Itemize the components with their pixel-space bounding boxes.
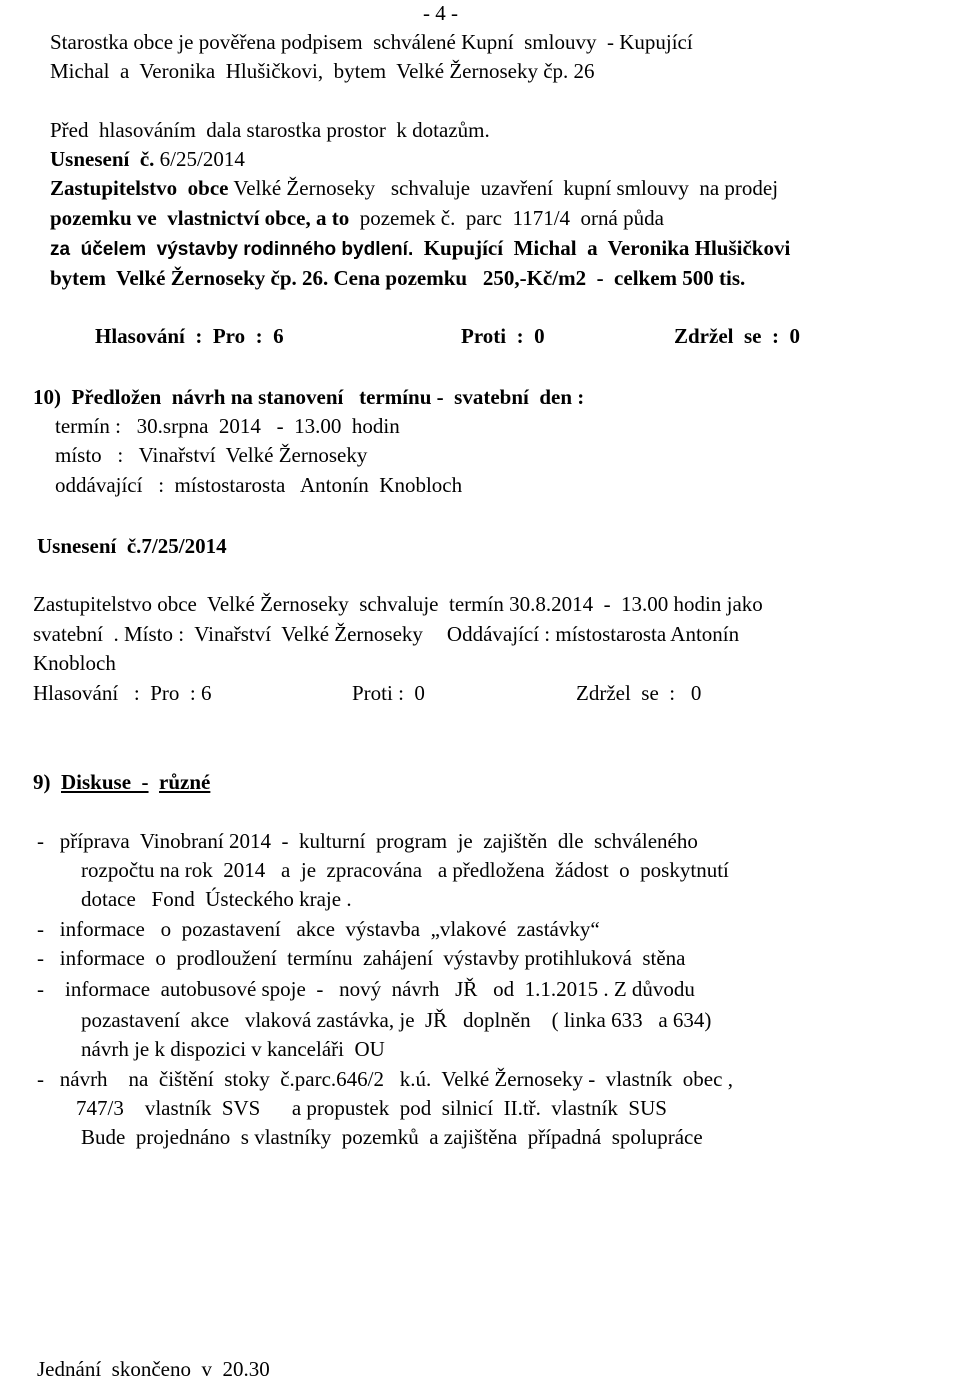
- resolution-6-vote-proti: Proti : 0: [461, 324, 545, 348]
- resolution-7-body-1: Zastupitelstvo obce Velké Žernoseky schvaluje termín 30.8.2014 - 13.00 hodin jako: [33, 592, 763, 616]
- resolution-7-label: Usnesení č.7/25/2014: [37, 534, 227, 558]
- bullet-3: - informace o prodloužení termínu zahájení výstavby protihluková stěna: [37, 946, 686, 970]
- closing-line: Jednání skončeno v 20.30: [37, 1357, 270, 1381]
- page-number: - 4 -: [423, 1, 458, 25]
- resolution-7-vote-proti: Proti : 0: [352, 681, 425, 705]
- intro-line-1: Starostka obce je pověřena podpisem schválené Kupní smlouvy - Kupující: [50, 30, 693, 54]
- item-10-oddavajici: oddávající : místostarosta Antonín Knobloch: [55, 473, 463, 497]
- resolution-7-vote-zdrzel: Zdržel se : 0: [576, 681, 702, 705]
- intro-line-3: Před hlasováním dala starostka prostor k dotazům.: [50, 118, 490, 142]
- resolution-7-body-3: Knobloch: [33, 651, 116, 675]
- bullet-4-line-3: návrh je k dispozici v kanceláři OU: [81, 1037, 385, 1061]
- resolution-7-body-2: svatební . Místo : Vinařství Velké Žernoseky Oddávající : místostarosta Antonín: [33, 622, 740, 646]
- bullet-5-line-3: Bude projednáno s vlastníky pozemků a zajištěna případná spolupráce: [81, 1125, 703, 1149]
- resolution-7-vote-pro: Hlasování : Pro : 6: [33, 681, 212, 705]
- bullet-1-line-3: dotace Fond Ústeckého kraje .: [81, 887, 352, 911]
- resolution-6-vote-pro: Hlasování : Pro : 6: [95, 324, 284, 348]
- bullet-1-line-2: rozpočtu na rok 2014 a je zpracována a předložena žádost o poskytnutí: [81, 858, 729, 882]
- resolution-6-label: Usnesení č. 6/25/2014: [50, 147, 245, 171]
- bullet-4-line-1: - informace autobusové spoje - nový návrh JŘ od 1.1.2015 . Z důvodu: [37, 977, 695, 1001]
- item-10-misto: místo : Vinařství Velké Žernoseky: [55, 443, 368, 467]
- resolution-6-line-1: Zastupitelstvo obce Velké Žernoseky schvaluje uzavření kupní smlouvy na prodej: [50, 176, 779, 200]
- bullet-5-line-1: - návrh na čištění stoky č.parc.646/2 k.ú. Velké Žernoseky - vlastník obec ,: [37, 1067, 733, 1091]
- item-10-heading: 10) Předložen návrh na stanovení termínu - svatební den :: [33, 385, 585, 409]
- resolution-6-line-4: bytem Velké Žernoseky čp. 26. Cena pozemku 250,-Kč/m2 - celkem 500 tis.: [50, 266, 746, 290]
- resolution-6-vote-zdrzel: Zdržel se : 0: [674, 324, 800, 348]
- resolution-6-line-2: pozemku ve vlastnictví obce, a to pozemek č. parc 1171/4 orná půda: [50, 206, 664, 230]
- bullet-1-line-1: - příprava Vinobraní 2014 - kulturní program je zajištěn dle schváleného: [37, 829, 698, 853]
- item-10-termin: termín : 30.srpna 2014 - 13.00 hodin: [55, 414, 400, 438]
- bullet-2: - informace o pozastavení akce výstavba „vlakové zastávky“: [37, 917, 600, 941]
- resolution-6-line-3: za účelem výstavby rodinného bydlení. Kupující Michal a Veronika Hlušičkovi: [50, 236, 791, 260]
- item-9-heading: 9) Diskuse - různé: [33, 770, 211, 794]
- bullet-4-line-2: pozastavení akce vlaková zastávka, je JŘ doplněn ( linka 633 a 634): [81, 1008, 712, 1032]
- bullet-5-line-2: 747/3 vlastník SVS a propustek pod silnicí II.tř. vlastník SUS: [76, 1096, 667, 1120]
- intro-line-2: Michal a Veronika Hlušičkovi, bytem Velké Žernoseky čp. 26: [50, 59, 595, 83]
